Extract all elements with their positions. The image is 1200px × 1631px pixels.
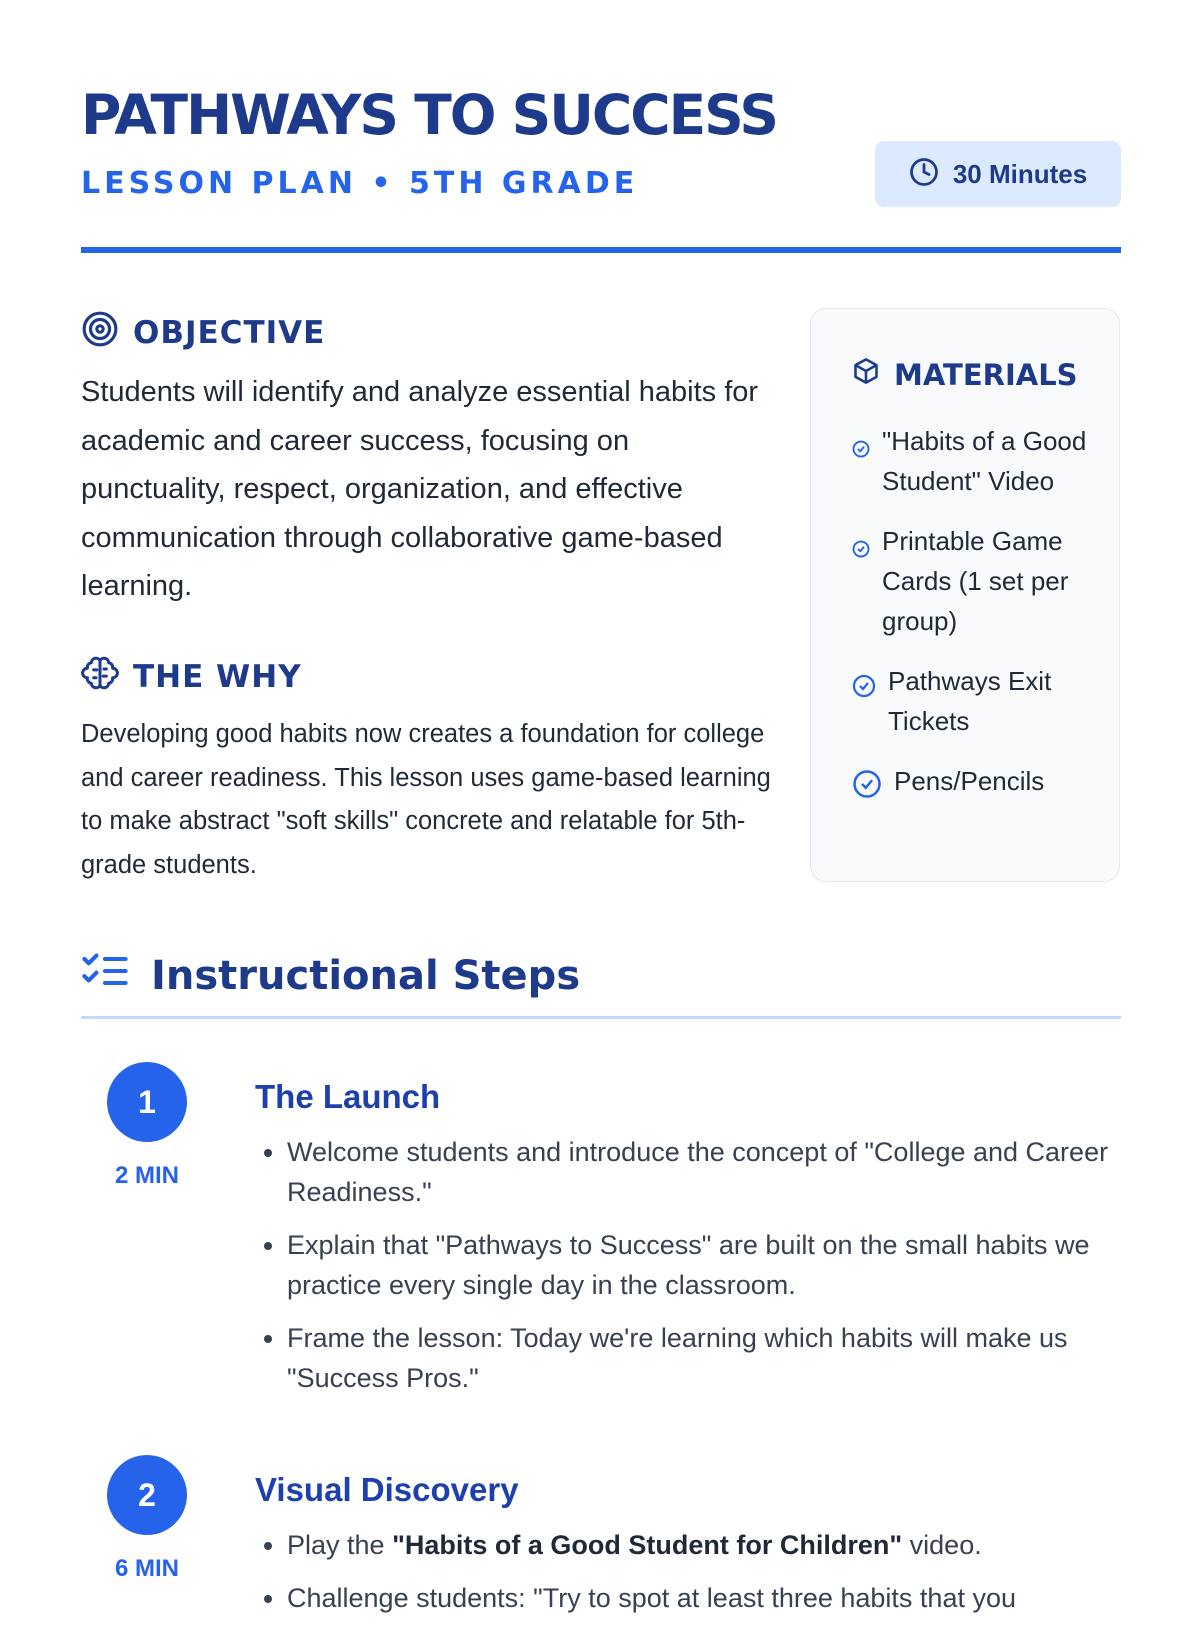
target-icon bbox=[81, 310, 119, 356]
objective-heading bbox=[81, 310, 325, 356]
why-text: Developing good habits now creates a foundation for college and career readiness. This lesson uses game-based learning to make abstract "soft skills" concrete and relatable for 5th-grade students. bbox=[81, 720, 771, 879]
materials-list bbox=[852, 421, 1102, 830]
list-item: • Explain that "Pathways to Success" are built on the small habits we practice every single day in the classroom. bbox=[287, 1225, 1117, 1305]
list-item: • Welcome students and introduce the concept of "College and Career Readiness." bbox=[287, 1132, 1117, 1212]
header-divider bbox=[81, 247, 1121, 253]
clock-icon bbox=[909, 157, 939, 192]
material-label: Printable Game Cards (1 set per group) bbox=[882, 526, 1069, 636]
list-item bbox=[852, 521, 1102, 641]
steps-divider bbox=[81, 1016, 1121, 1019]
materials-heading-label: MATERIALS bbox=[894, 357, 1078, 392]
why-heading-label: THE WHY bbox=[133, 659, 302, 695]
list-item: • Frame the lesson: Today we're learning which habits will make us "Success Pros." bbox=[287, 1318, 1117, 1398]
objective-text: Students will identify and analyze essential habits for academic and career success, focusing on punctuality, respect, organization, and effective communication through collaborative game-based learning. bbox=[81, 376, 759, 602]
box-icon bbox=[852, 357, 880, 392]
step-bullets bbox=[287, 1525, 1117, 1631]
duration-label: 30 Minutes bbox=[952, 158, 1088, 189]
step-bullets bbox=[287, 1132, 1117, 1411]
bullet-text: video. bbox=[902, 1530, 982, 1560]
step-title: Visual Discovery bbox=[255, 1471, 519, 1508]
video-title: "Habits of a Good Student for Children" bbox=[392, 1530, 903, 1560]
steps-heading-label: Instructional Steps bbox=[151, 953, 581, 999]
material-label: Pens/Pencils bbox=[894, 766, 1045, 796]
list-item bbox=[852, 661, 1102, 741]
list-item bbox=[287, 1525, 1117, 1565]
check-circle-icon bbox=[852, 769, 882, 810]
duration-badge bbox=[875, 141, 1121, 207]
list-item: • Challenge students: "Try to spot at least three habits that you bbox=[287, 1578, 1117, 1618]
bullet-text: Play the bbox=[287, 1530, 393, 1560]
step-number-badge: 1 bbox=[107, 1062, 187, 1142]
page-title: PATHWAYS TO SUCCESS bbox=[81, 83, 777, 147]
list-item bbox=[852, 761, 1102, 810]
steps-heading bbox=[81, 950, 580, 1002]
list-item bbox=[852, 421, 1102, 501]
check-circle-icon bbox=[852, 429, 870, 469]
check-circle-icon bbox=[852, 529, 870, 569]
checklist-icon bbox=[81, 950, 129, 1002]
step-number-badge: 2 bbox=[107, 1455, 187, 1535]
material-label: Pathways Exit Tickets bbox=[888, 666, 1052, 736]
materials-card bbox=[810, 308, 1120, 882]
why-heading bbox=[81, 654, 302, 700]
brain-icon bbox=[81, 654, 119, 700]
step-title: The Launch bbox=[255, 1078, 441, 1115]
materials-heading bbox=[852, 357, 1078, 392]
objective-heading-label: OBJECTIVE bbox=[133, 315, 326, 351]
step-duration: 6 MIN bbox=[114, 1555, 179, 1582]
step-duration: 2 MIN bbox=[114, 1162, 179, 1189]
page-subtitle: LESSON PLAN • 5TH GRADE bbox=[81, 166, 639, 201]
material-label: "Habits of a Good Student" Video bbox=[882, 426, 1087, 496]
check-circle-icon bbox=[852, 669, 876, 709]
